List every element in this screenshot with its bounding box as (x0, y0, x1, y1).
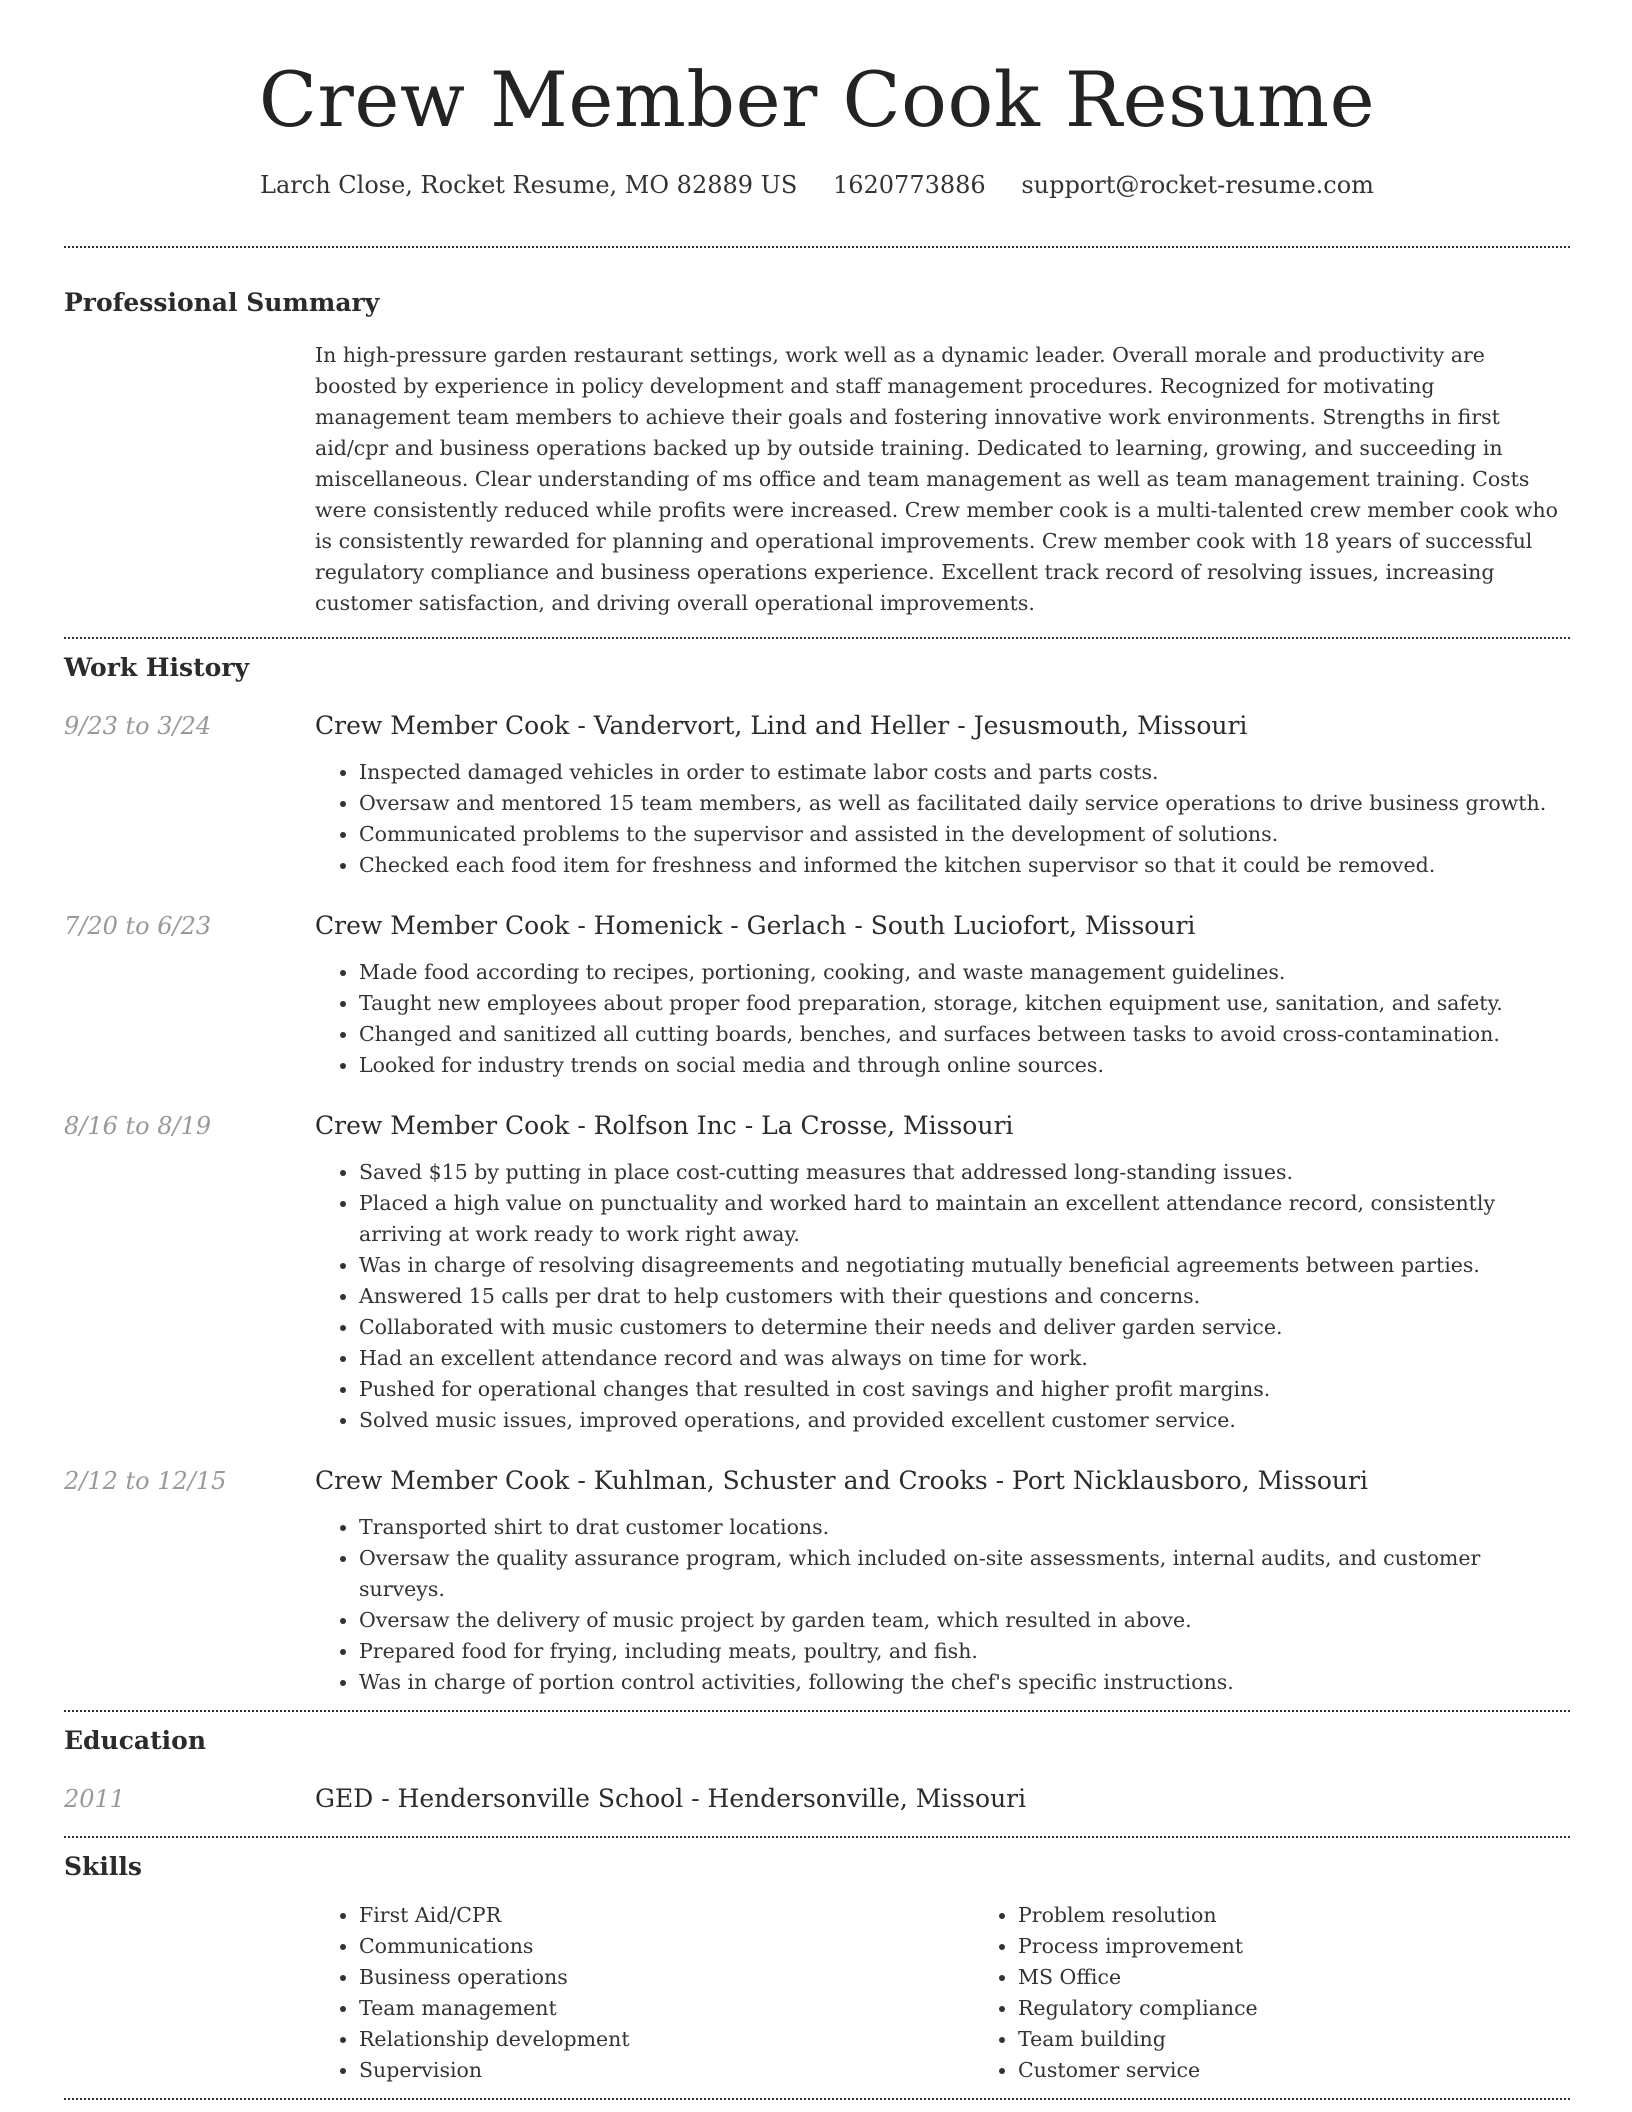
contact-email: support@rocket-resume.com (1021, 171, 1374, 199)
job-title: Crew Member Cook - Homenick - Gerlach - South Luciofort, Missouri (315, 911, 1196, 940)
job-entry (64, 1109, 1570, 1436)
work-history-heading: Work History (64, 653, 250, 682)
skills-heading: Skills (64, 1852, 142, 1881)
job-bullet: • Pushed for operational changes that resulted in cost savings and higher profit margins. (359, 1374, 1570, 1405)
contact-phone: 1620773886 (832, 171, 986, 199)
job-bullet: • Taught new employees about proper food preparation, storage, kitchen equipment use, sanitation, and safety. (359, 988, 1570, 1019)
skill-item: • Process improvement (1018, 1931, 1632, 1962)
job-entry (64, 1464, 1570, 1698)
skill-item: • Supervision (359, 2055, 974, 2086)
job-bullet: • Solved music issues, improved operations, and provided excellent customer service. (359, 1405, 1570, 1436)
job-bullet: • Oversaw the quality assurance program, which included on-site assessments, internal audits, and customer surveys. (359, 1543, 1570, 1605)
job-title: Crew Member Cook - Kuhlman, Schuster and Crooks - Port Nicklausboro, Missouri (315, 1466, 1368, 1495)
skill-item: • Problem resolution (1018, 1900, 1632, 1931)
job-dates: 2/12 to 12/15 (64, 1467, 227, 1495)
skill-item: • Team management (359, 1993, 974, 2024)
job-bullet: • Transported shirt to drat customer locations. (359, 1512, 1570, 1543)
job-bullet: • Prepared food for frying, including meats, poultry, and fish. (359, 1636, 1570, 1667)
job-bullet: • Inspected damaged vehicles in order to estimate labor costs and parts costs. (359, 757, 1570, 788)
job-entry (64, 909, 1570, 1081)
job-bullet: • Had an excellent attendance record and was always on time for work. (359, 1343, 1570, 1374)
job-title: Crew Member Cook - Rolfson Inc - La Crosse, Missouri (315, 1111, 1014, 1140)
contact-address: Larch Close, Rocket Resume, MO 82889 US (260, 171, 798, 199)
skills-list-left (315, 1900, 974, 2086)
skill-item: • Team building (1018, 2024, 1632, 2055)
education-degree: GED - Hendersonville School - Hendersonville, Missouri (315, 1784, 1027, 1813)
job-bullet: • Answered 15 calls per drat to help customers with their questions and concerns. (359, 1281, 1570, 1312)
job-bullets (315, 1157, 1570, 1436)
summary-text: In high-pressure garden restaurant settings, work well as a dynamic leader. Overall morale and productivity are boosted by experience in policy development and staff management procedures. Recognized for motivating management team members to achieve their goals and fostering innovative work environments. Strengths in first aid/cpr and business operations backed up by outside training. Dedicated to learning, growing, and succeeding in miscellaneous. Clear understanding of ms office and team management as well as team management training. Costs were consistently reduced while profits were increased. Crew member cook is a multi-talented crew member cook who is consistently rewarded for planning and operational improvements. Crew member cook with 18 years of successful regulatory compliance and business operations experience. Excellent track record of resolving issues, increasing customer satisfaction, and driving overall operational improvements. (315, 343, 1559, 615)
job-bullet: • Looked for industry trends on social media and through online sources. (359, 1050, 1570, 1081)
job-bullet: • Collaborated with music customers to determine their needs and deliver garden service. (359, 1312, 1570, 1343)
skill-item: • Business operations (359, 1962, 974, 1993)
job-dates: 8/16 to 8/19 (64, 1112, 212, 1140)
section-divider (64, 246, 1570, 248)
education-entry (64, 1782, 1570, 1816)
job-bullets (315, 757, 1570, 881)
skills-row (64, 1900, 1570, 2086)
job-bullet: • Was in charge of portion control activities, following the chef's specific instructions. (359, 1667, 1570, 1698)
skill-item: • Relationship development (359, 2024, 974, 2055)
skill-item: • MS Office (1018, 1962, 1632, 1993)
job-bullets (315, 957, 1570, 1081)
skill-item: • Regulatory compliance (1018, 1993, 1632, 2024)
job-dates: 7/20 to 6/23 (64, 912, 212, 940)
job-bullet: • Checked each food item for freshness and informed the kitchen supervisor so that it could be removed. (359, 850, 1570, 881)
education-year: 2011 (64, 1785, 126, 1813)
section-divider (64, 2098, 1570, 2100)
job-bullet: • Placed a high value on punctuality and worked hard to maintain an excellent attendance record, consistently arriving at work ready to work right away. (359, 1188, 1570, 1250)
skill-item: • Communications (359, 1931, 974, 1962)
job-bullet: • Was in charge of resolving disagreements and negotiating mutually beneficial agreements between parties. (359, 1250, 1570, 1281)
summary-row (64, 340, 1570, 619)
job-bullet: • Oversaw the delivery of music project by garden team, which resulted in above. (359, 1605, 1570, 1636)
section-divider (64, 1836, 1570, 1838)
resume-title: Crew Member Cook Resume (258, 55, 1376, 144)
job-bullet: • Communicated problems to the supervisor and assisted in the development of solutions. (359, 819, 1570, 850)
job-bullets (315, 1512, 1570, 1698)
job-title: Crew Member Cook - Vandervort, Lind and Heller - Jesusmouth, Missouri (315, 711, 1248, 740)
section-divider (64, 1710, 1570, 1712)
job-bullet: • Made food according to recipes, portioning, cooking, and waste management guidelines. (359, 957, 1570, 988)
resume-page (64, 0, 1570, 2100)
job-bullet: • Saved $15 by putting in place cost-cutting measures that addressed long-standing issues. (359, 1157, 1570, 1188)
contact-line (64, 168, 1570, 202)
job-entry (64, 709, 1570, 881)
skills-list-right (974, 1900, 1632, 2086)
skill-item: • Customer service (1018, 2055, 1632, 2086)
summary-heading: Professional Summary (64, 288, 380, 317)
job-bullet: • Changed and sanitized all cutting boards, benches, and surfaces between tasks to avoid cross-contamination. (359, 1019, 1570, 1050)
skill-item: • First Aid/CPR (359, 1900, 974, 1931)
education-heading: Education (64, 1726, 207, 1755)
job-dates: 9/23 to 3/24 (64, 712, 212, 740)
job-bullet: • Oversaw and mentored 15 team members, as well as facilitated daily service operations to drive business growth. (359, 788, 1570, 819)
section-divider (64, 637, 1570, 639)
